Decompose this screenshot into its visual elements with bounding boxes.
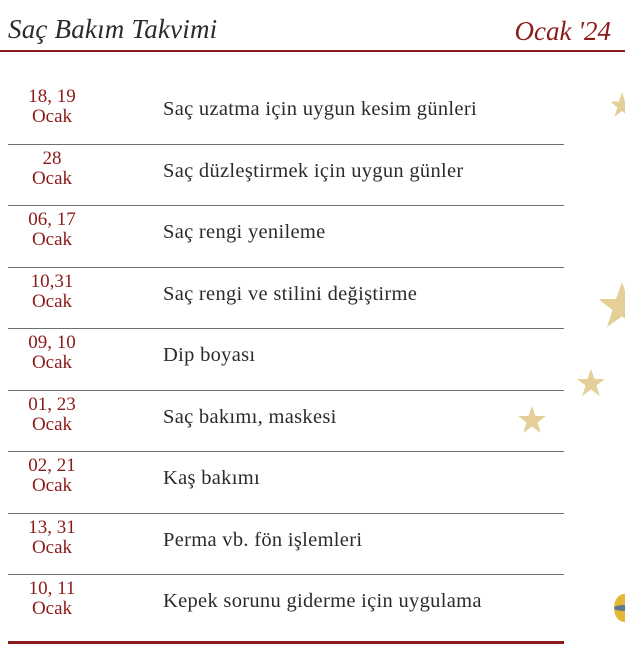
date-days: 09, 10: [28, 332, 76, 353]
footer-divider: [8, 641, 564, 644]
task-description: Dip boyası: [163, 344, 256, 366]
date-month: Ocak: [31, 413, 73, 435]
star-icon: [517, 405, 547, 435]
date-cell: [8, 518, 96, 558]
date-days: 01, 23: [28, 393, 76, 415]
table-row: [8, 206, 564, 268]
date-days: 10, 11: [28, 578, 76, 599]
date-month: Ocak: [31, 229, 73, 250]
star-icon: [612, 92, 625, 122]
date-month: Ocak: [31, 536, 73, 558]
date-cell: [8, 333, 96, 373]
table-row: [8, 575, 564, 637]
date-cell: [8, 87, 96, 127]
header-divider: [0, 50, 625, 52]
header: [0, 0, 625, 58]
table-row: [8, 83, 564, 145]
date-month: Ocak: [31, 475, 73, 496]
date-month: Ocak: [31, 598, 73, 619]
date-cell: [8, 272, 96, 312]
task-description: Perma vb. fön işlemleri: [163, 528, 363, 551]
ornament-icon: [610, 590, 625, 626]
date-days: 18, 19: [28, 86, 76, 107]
task-description: Saç uzatma için uygun kesim günleri: [163, 98, 477, 120]
star-icon: [576, 368, 606, 398]
task-description: Kaş bakımı: [163, 467, 260, 489]
date-days: 06, 17: [28, 209, 76, 230]
table-row: [8, 145, 564, 207]
date-cell: [8, 210, 96, 250]
schedule-table: [8, 83, 564, 637]
date-cell: [8, 395, 96, 435]
date-cell: [8, 579, 96, 619]
date-month: Ocak: [31, 167, 73, 189]
task-description: Saç rengi ve stilini değiştirme: [163, 282, 418, 305]
table-row: [8, 452, 564, 514]
star-icon: [600, 282, 625, 332]
table-row: [8, 329, 564, 391]
table-row: [8, 391, 564, 453]
date-month: Ocak: [31, 352, 73, 373]
table-row: [8, 514, 564, 576]
date-month: Ocak: [31, 106, 73, 127]
date-month: Ocak: [31, 290, 73, 312]
page-title: Saç Bakım Takvimi: [8, 14, 218, 44]
date-days: 02, 21: [28, 455, 76, 476]
date-days: 13, 31: [28, 516, 76, 538]
date-cell: [8, 149, 96, 189]
task-description: Saç bakımı, maskesi: [163, 405, 337, 428]
month-label: Ocak '24: [514, 16, 611, 46]
table-row: [8, 268, 564, 330]
date-cell: [8, 456, 96, 496]
date-days: 28: [42, 147, 62, 169]
task-description: Saç rengi yenileme: [163, 221, 326, 243]
date-days: 10,31: [30, 270, 74, 292]
task-description: Saç düzleştirmek için uygun günler: [163, 159, 464, 182]
task-description: Kepek sorunu giderme için uygulama: [163, 590, 482, 612]
